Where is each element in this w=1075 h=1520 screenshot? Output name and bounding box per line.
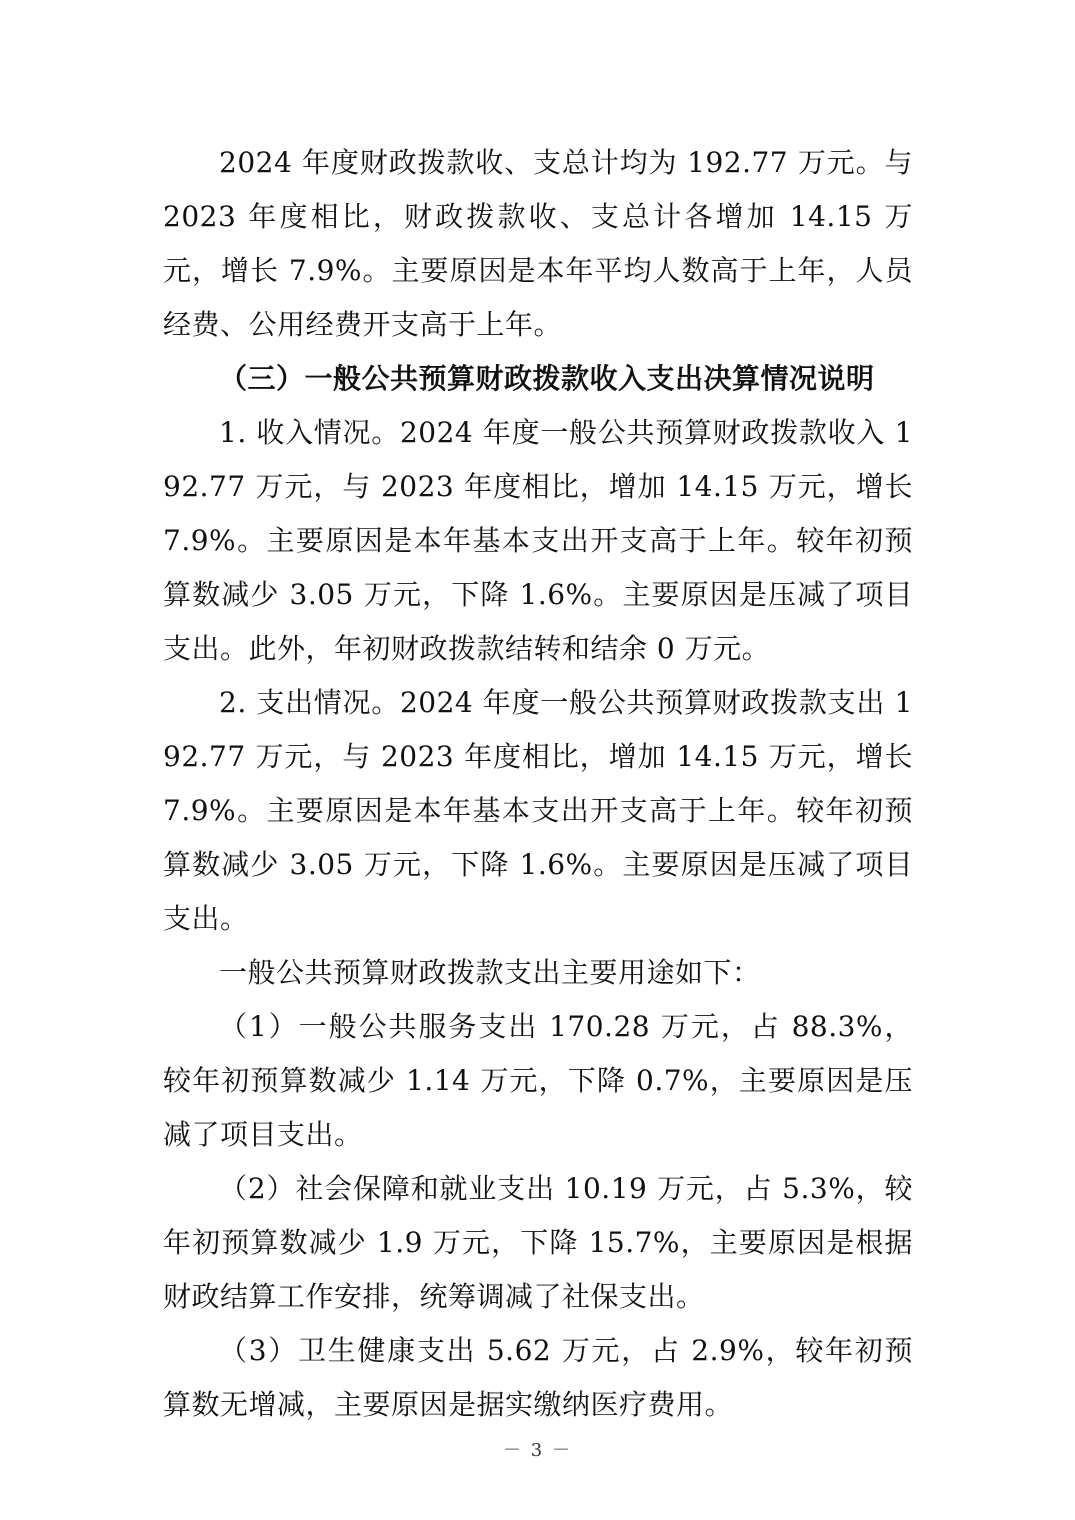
paragraph-expenditure: 2. 支出情况。2024 年度一般公共预算财政拨款支出 192.77 万元，与 2023 年度相比，增加 14.15 万元，增长 7.9%。主要原因是本年基本支出开支高于上年。较年初预算数减少 3.05 万元，下降 1.6%。主要原因是压减了项目支出。 — [163, 686, 913, 935]
document-body — [163, 136, 913, 1432]
paragraph-fiscal-totals: 2024 年度财政拨款收、支总计均为 192.77 万元。与 2023 年度相比，财政拨款收、支总计各增加 14.15 万元，增长 7.9%。主要原因是本年平均人数高于上年，人员经费、公用经费开支高于上年。 — [163, 146, 913, 341]
paragraph-income: 1. 收入情况。2024 年度一般公共预算财政拨款收入 192.77 万元，与 2023 年度相比，增加 14.15 万元，增长 7.9%。主要原因是本年基本支出开支高于上年。较年初预算数减少 3.05 万元，下降 1.6%。主要原因是压减了项目支出。此外，年初财政拨款结转和结余 0 万元。 — [163, 416, 913, 665]
paragraph-item-3: （3）卫生健康支出 5.62 万元，占 2.9%，较年初预算数无增减，主要原因是据实缴纳医疗费用。 — [163, 1334, 913, 1421]
page-number: － 3 － — [503, 1440, 572, 1461]
paragraph-item-1: （1）一般公共服务支出 170.28 万元，占 88.3%，较年初预算数减少 1.14 万元，下降 0.7%，主要原因是压减了项目支出。 — [163, 1010, 913, 1151]
section-heading: （三）一般公共预算财政拨款收入支出决算情况说明 — [219, 362, 875, 395]
paragraph-uses-intro: 一般公共预算财政拨款支出主要用途如下： — [219, 956, 761, 989]
paragraph-item-2: （2）社会保障和就业支出 10.19 万元，占 5.3%，较年初预算数减少 1.9 万元，下降 15.7%，主要原因是根据财政结算工作安排，统筹调减了社保支出。 — [163, 1172, 913, 1313]
